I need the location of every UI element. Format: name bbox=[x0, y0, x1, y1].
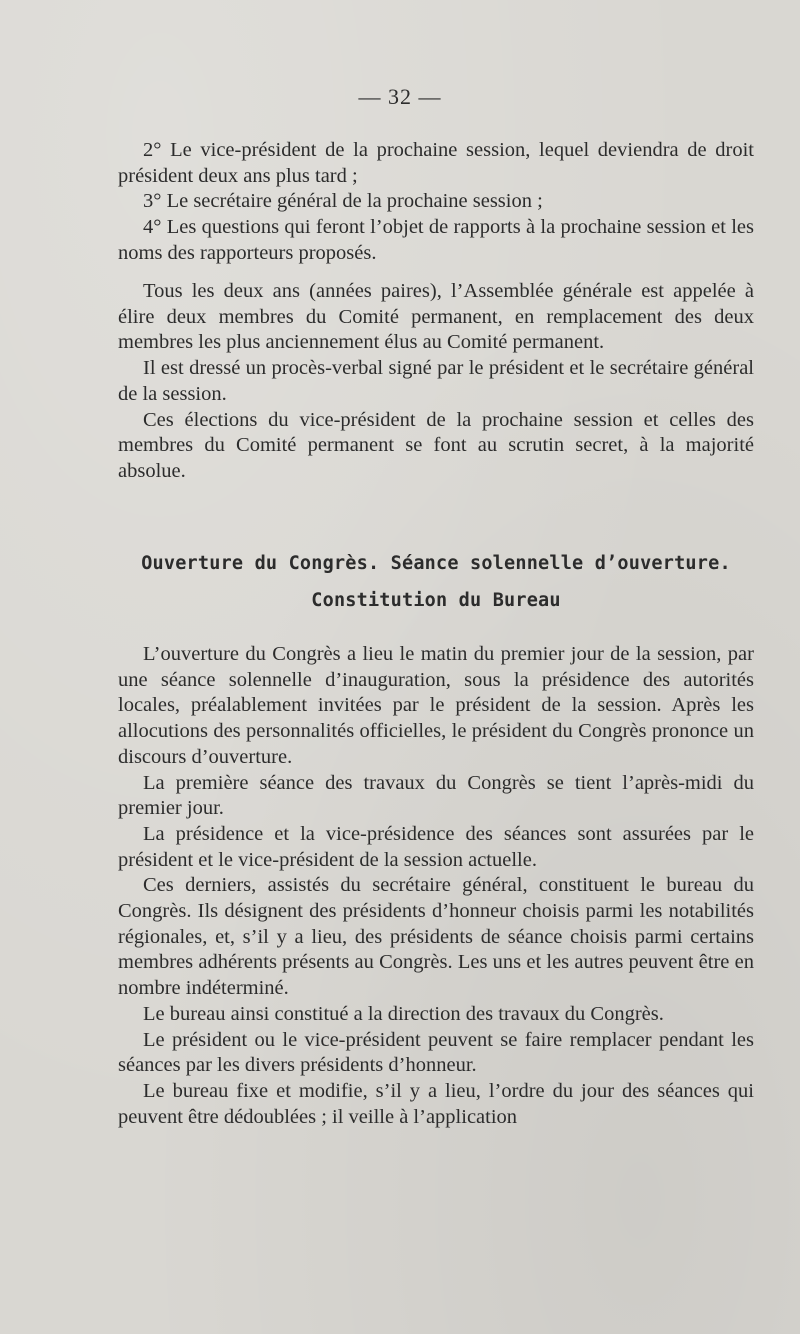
paragraph: Ces derniers, assistés du secrétaire général, constituent le bureau du Congrès. Ils désignent des présidents d’honneur choisis parmi les notabilités régionales, et, s’il y a lieu, des présidents de séance choisis parmi certains membres adhérents présents au Congrès. Les uns et les autres peuvent être en nombre indéterminé. bbox=[118, 874, 754, 1000]
paragraph: L’ouverture du Congrès a lieu le matin du premier jour de la session, par une séance solennelle d’inauguration, sous la présidence des autorités locales, préalablement invitées par le président de la session. Après les allocutions des personnalités officielles, le président du Congrès prononce un discours d’ouverture. bbox=[118, 643, 754, 768]
list-section bbox=[118, 138, 754, 267]
paragraph: Il est dressé un procès-verbal signé par le président et le secrétaire général de la session. bbox=[118, 357, 754, 405]
elections-section bbox=[118, 279, 754, 485]
list-item: 4° Les questions qui feront l’objet de rapports à la prochaine session et les noms des rapporteurs proposés. bbox=[118, 216, 754, 264]
paragraph: Ces élections du vice-président de la prochaine session et celles des membres du Comité permanent se font au scrutin secret, à la majorité absolue. bbox=[118, 408, 754, 482]
list-item: 3° Le secrétaire général de la prochaine session ; bbox=[143, 190, 543, 213]
page-number: — 32 — bbox=[358, 84, 442, 109]
paragraph: Le bureau ainsi constitué a la direction des travaux du Congrès. bbox=[143, 1002, 664, 1025]
opening-section bbox=[118, 642, 754, 1130]
paragraph: Le président ou le vice-président peuvent se faire remplacer pendant les séances par les divers présidents d’honneur. bbox=[118, 1028, 754, 1077]
list-item: 2° Le vice-président de la prochaine session, lequel deviendra de droit président deux ans plus tard ; bbox=[118, 139, 754, 187]
section-subheading: Constitution du Bureau bbox=[311, 590, 561, 611]
paragraph: Tous les deux ans (années paires), l’Assemblée générale est appelée à élire deux membres du Comité permanent, en remplacement des deux membres les plus anciennement élus au Comité permanent. bbox=[118, 280, 754, 354]
paragraph: Le bureau fixe et modifie, s’il y a lieu, l’ordre du jour des séances qui peuvent être dédoublées ; il veille à l’application bbox=[118, 1079, 754, 1128]
section-heading: Ouverture du Congrès. Séance solennelle d’ouverture. bbox=[141, 553, 731, 574]
paragraph: La première séance des travaux du Congrès se tient l’après-midi du premier jour. bbox=[118, 771, 754, 820]
paragraph: La présidence et la vice-présidence des séances sont assurées par le président et le vice-président de la session actuelle. bbox=[118, 822, 754, 871]
